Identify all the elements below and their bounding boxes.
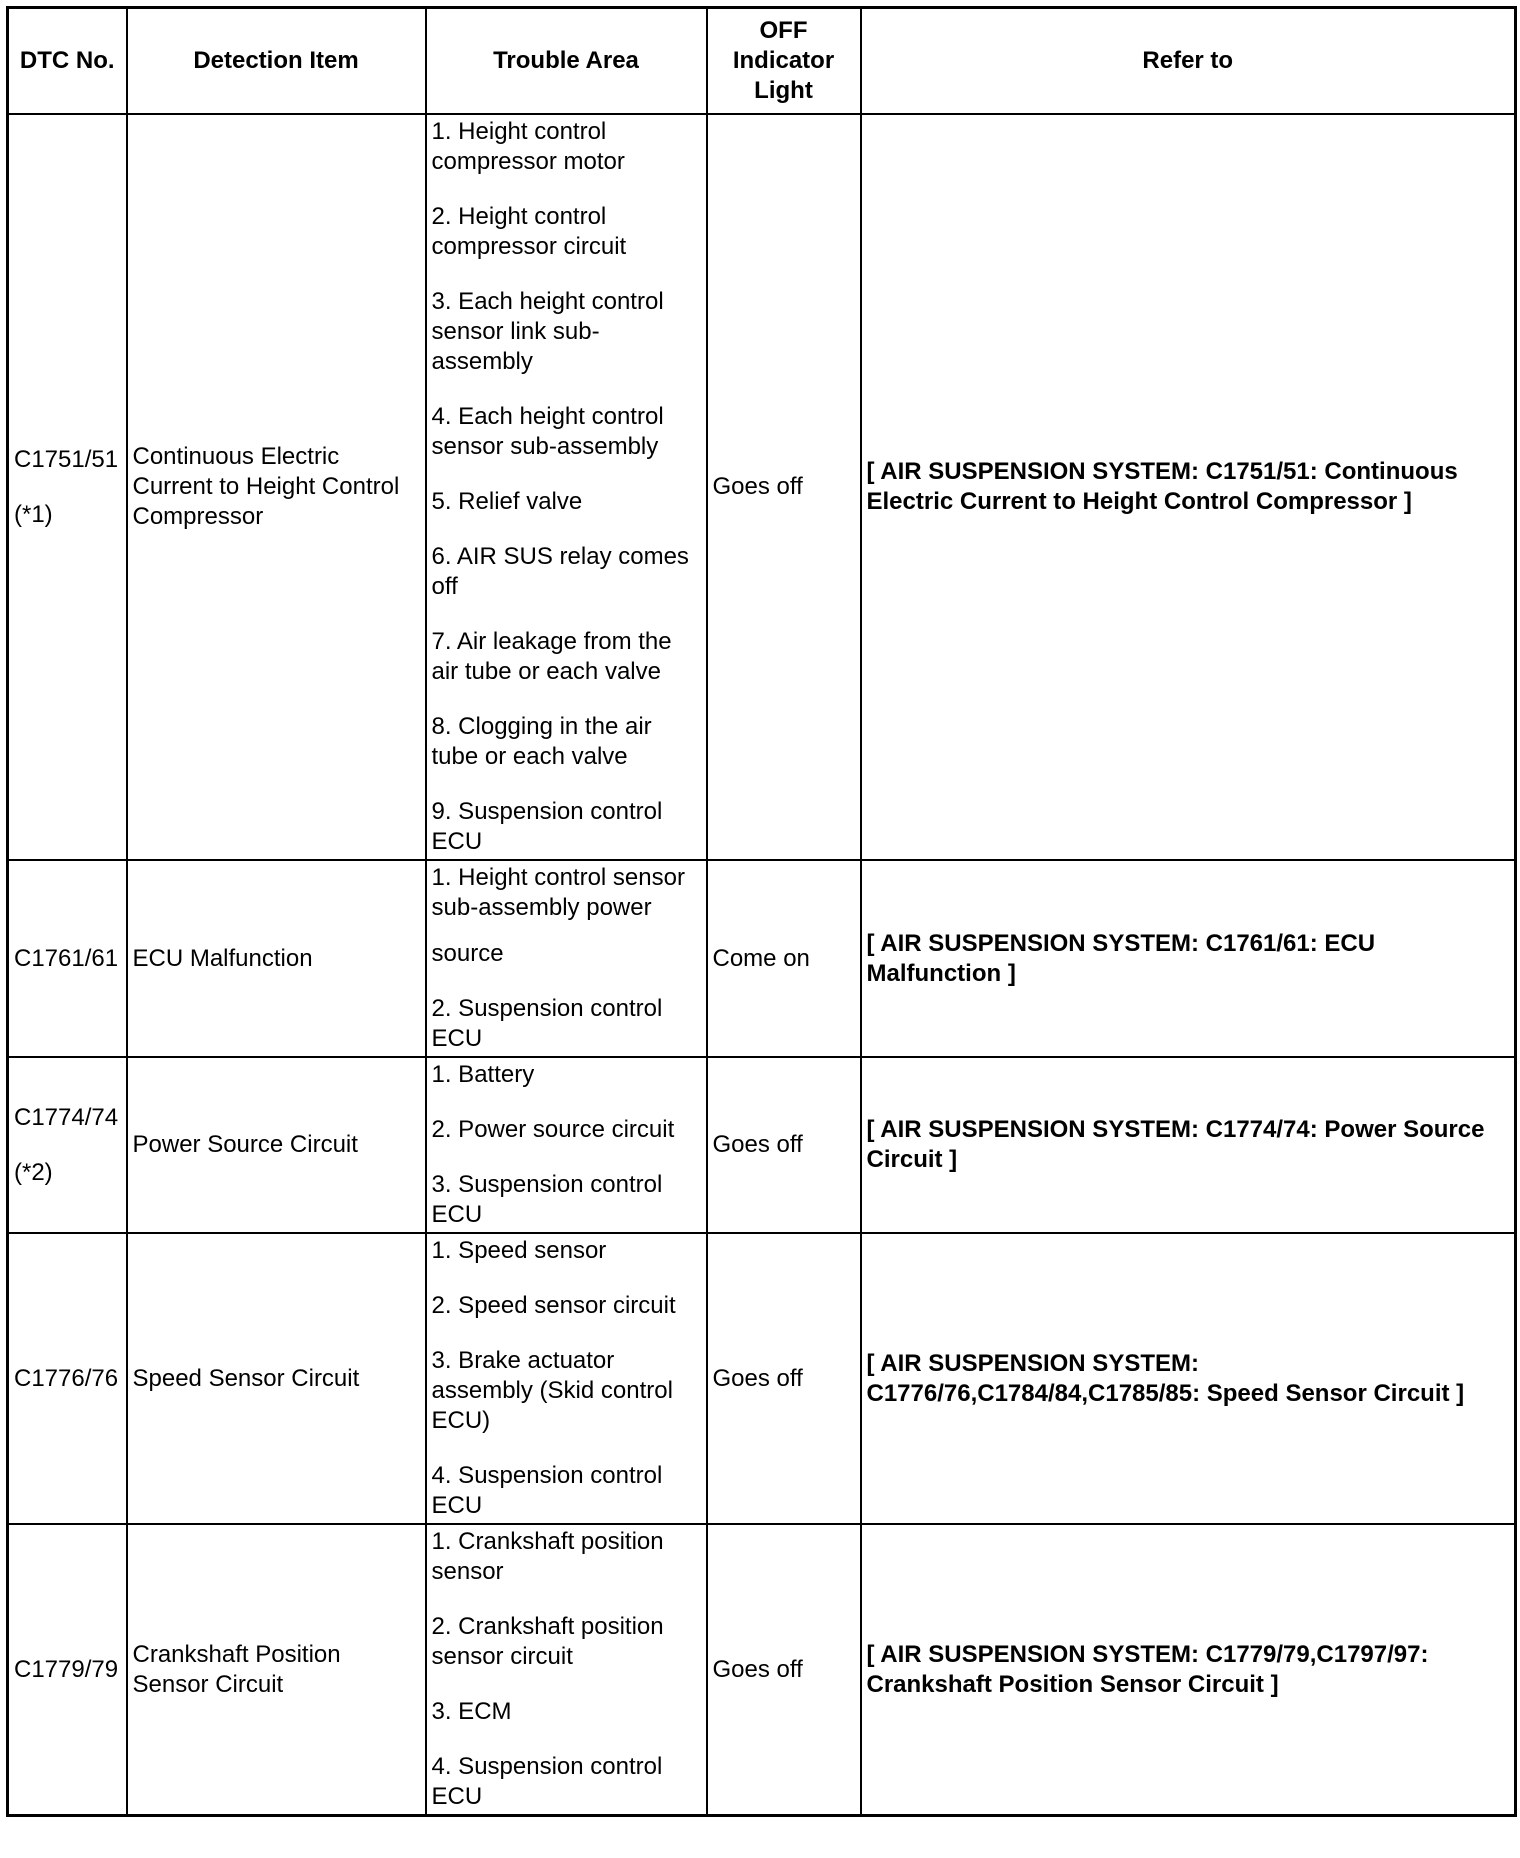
dtc-code: C1761/61 bbox=[14, 944, 119, 972]
header-trouble-area: Trouble Area bbox=[426, 8, 707, 115]
indicator-light-status: Goes off bbox=[707, 1233, 861, 1524]
detection-item: Crankshaft Position Sensor Circuit bbox=[127, 1524, 426, 1816]
header-indicator-line1: OFF bbox=[759, 17, 808, 44]
trouble-item: 1. Height control compressor motor bbox=[431, 118, 625, 175]
trouble-area-cell bbox=[426, 860, 707, 1057]
header-indicator-light bbox=[707, 8, 861, 115]
header-detection-item: Detection Item bbox=[127, 8, 426, 115]
indicator-light-status: Goes off bbox=[707, 1524, 861, 1816]
refer-to-link[interactable]: [ AIR SUSPENSION SYSTEM: C1779/79,C1797/97: Crankshaft Position Sensor Circuit ] bbox=[861, 1524, 1516, 1816]
trouble-item: source bbox=[431, 940, 504, 967]
trouble-item: 2. Speed sensor circuit bbox=[431, 1292, 676, 1319]
refer-to-link[interactable]: [ AIR SUSPENSION SYSTEM: C1751/51: Continuous Electric Current to Height Control Compressor ] bbox=[861, 114, 1516, 860]
detection-item: Continuous Electric Current to Height Control Compressor bbox=[127, 114, 426, 860]
dtc-code-cell bbox=[8, 1057, 127, 1233]
trouble-item: 4. Suspension control ECU bbox=[431, 1462, 663, 1519]
dtc-code: C1779/79 bbox=[14, 1655, 119, 1683]
trouble-item: 4. Suspension control ECU bbox=[431, 1753, 663, 1810]
indicator-light-status: Come on bbox=[707, 860, 861, 1057]
trouble-item: 1. Crankshaft position sensor bbox=[431, 1528, 664, 1585]
trouble-area-cell bbox=[426, 114, 707, 860]
header-dtc-no: DTC No. bbox=[8, 8, 127, 115]
detection-item: Speed Sensor Circuit bbox=[127, 1233, 426, 1524]
trouble-area-cell bbox=[426, 1057, 707, 1233]
detection-item: ECU Malfunction bbox=[127, 860, 426, 1057]
refer-to-link[interactable]: [ AIR SUSPENSION SYSTEM: C1761/61: ECU Malfunction ] bbox=[861, 860, 1516, 1057]
dtc-code: C1776/76 bbox=[14, 1364, 119, 1392]
dtc-code: C1751/51 bbox=[14, 445, 119, 473]
indicator-light-status: Goes off bbox=[707, 114, 861, 860]
trouble-item: 2. Height control compressor circuit bbox=[431, 203, 627, 260]
dtc-table bbox=[6, 6, 1517, 1817]
table-row bbox=[8, 860, 1516, 1057]
trouble-item: 6. AIR SUS relay comes off bbox=[431, 543, 689, 600]
trouble-area-cell bbox=[426, 1233, 707, 1524]
dtc-code-cell bbox=[8, 860, 127, 1057]
dtc-code-cell bbox=[8, 1233, 127, 1524]
trouble-item: 8. Clogging in the air tube or each valve bbox=[431, 713, 652, 770]
trouble-item: 4. Each height control sensor sub-assembly bbox=[431, 403, 664, 460]
detection-item: Power Source Circuit bbox=[127, 1057, 426, 1233]
trouble-item: 3. ECM bbox=[431, 1698, 512, 1725]
table-header-row bbox=[8, 8, 1516, 115]
trouble-item: 3. Brake actuator assembly (Skid control ECU) bbox=[431, 1347, 673, 1434]
header-indicator-line2: Indicator bbox=[732, 47, 835, 74]
trouble-item: 1. Speed sensor bbox=[431, 1237, 607, 1264]
dtc-code-cell bbox=[8, 1524, 127, 1816]
trouble-item: 5. Relief valve bbox=[431, 488, 583, 515]
trouble-item: 3. Each height control sensor link sub-assembly bbox=[431, 288, 664, 375]
dtc-note: (*1) bbox=[14, 500, 53, 528]
table-row bbox=[8, 1057, 1516, 1233]
trouble-item: 1. Height control sensor sub-assembly power bbox=[431, 864, 685, 921]
trouble-item: 2. Power source circuit bbox=[431, 1116, 675, 1143]
dtc-code: C1774/74 bbox=[14, 1103, 119, 1131]
trouble-item: 2. Crankshaft position sensor circuit bbox=[431, 1613, 664, 1670]
table-row bbox=[8, 114, 1516, 860]
refer-to-link[interactable]: [ AIR SUSPENSION SYSTEM: C1774/74: Power Source Circuit ] bbox=[861, 1057, 1516, 1233]
dtc-code-cell bbox=[8, 114, 127, 860]
header-refer-to: Refer to bbox=[861, 8, 1516, 115]
dtc-note: (*2) bbox=[14, 1158, 53, 1186]
trouble-item: 2. Suspension control ECU bbox=[431, 995, 663, 1052]
refer-to-link[interactable]: [ AIR SUSPENSION SYSTEM: C1776/76,C1784/84,C1785/85: Speed Sensor Circuit ] bbox=[861, 1233, 1516, 1524]
trouble-area-cell bbox=[426, 1524, 707, 1816]
header-indicator-line3: Light bbox=[754, 77, 813, 104]
trouble-item: 3. Suspension control ECU bbox=[431, 1171, 663, 1228]
table-row bbox=[8, 1524, 1516, 1816]
indicator-light-status: Goes off bbox=[707, 1057, 861, 1233]
trouble-item: 1. Battery bbox=[431, 1061, 535, 1088]
trouble-item: 9. Suspension control ECU bbox=[431, 798, 663, 855]
trouble-item: 7. Air leakage from the air tube or each valve bbox=[431, 628, 672, 685]
table-row bbox=[8, 1233, 1516, 1524]
